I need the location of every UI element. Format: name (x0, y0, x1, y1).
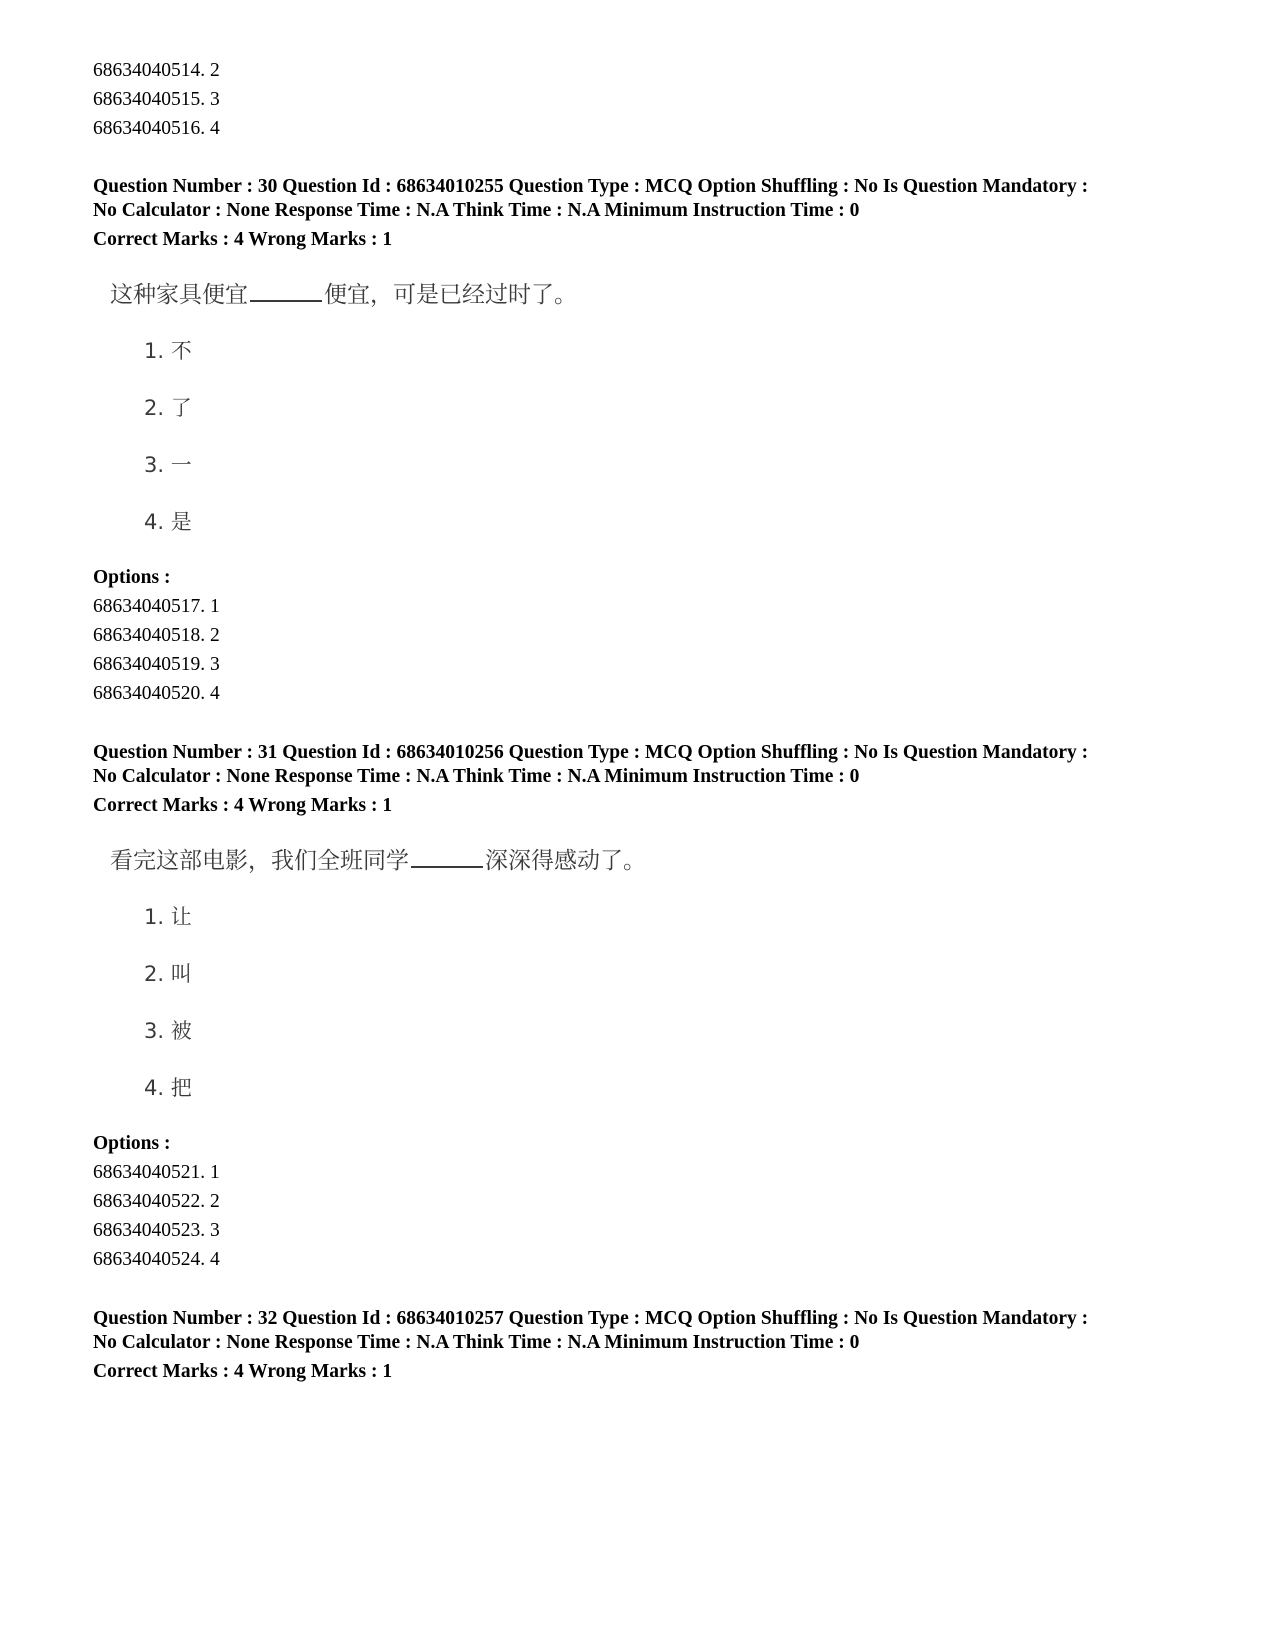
choice-item: 3. 一 (144, 453, 192, 477)
option-line: 68634040515. 3 (93, 89, 220, 110)
option-line: 68634040522. 2 (93, 1191, 220, 1212)
options-label: Options : (93, 1133, 171, 1154)
answer-blank (411, 846, 483, 868)
option-line: 68634040520. 4 (93, 683, 220, 704)
question-image (110, 846, 646, 1100)
option-line: 68634040521. 1 (93, 1162, 220, 1183)
option-line: 68634040517. 1 (93, 596, 220, 617)
choice-item: 2. 叫 (144, 962, 192, 986)
choice-item: 2. 了 (144, 396, 192, 420)
answer-blank (250, 280, 322, 302)
question-header: No Calculator : None Response Time : N.A Think Time : N.A Minimum Instruction Time : 0 (93, 200, 860, 221)
option-line: 68634040518. 2 (93, 625, 220, 646)
question-stem: 这种家具便宜 便宜，可是已经过时了。 (110, 282, 577, 308)
question-header: Question Number : 32 Question Id : 68634010257 Question Type : MCQ Option Shuffling : No Is Question Mandatory : (93, 1308, 1089, 1329)
question-header: Question Number : 31 Question Id : 68634010256 Question Type : MCQ Option Shuffling : No Is Question Mandatory : (93, 742, 1089, 763)
question-image (110, 280, 577, 534)
question-header: No Calculator : None Response Time : N.A Think Time : N.A Minimum Instruction Time : 0 (93, 766, 860, 787)
option-line: 68634040514. 2 (93, 60, 220, 81)
options-label: Options : (93, 567, 171, 588)
option-line: 68634040523. 3 (93, 1220, 220, 1241)
choice-item: 3. 被 (144, 1019, 192, 1043)
option-line: 68634040519. 3 (93, 654, 220, 675)
option-line: 68634040516. 4 (93, 118, 220, 139)
question-header: No Calculator : None Response Time : N.A Think Time : N.A Minimum Instruction Time : 0 (93, 1332, 860, 1353)
question-marks: Correct Marks : 4 Wrong Marks : 1 (93, 229, 393, 250)
choice-item: 4. 把 (144, 1076, 192, 1100)
choice-item: 1. 不 (144, 339, 192, 363)
question-header: Question Number : 30 Question Id : 68634010255 Question Type : MCQ Option Shuffling : No Is Question Mandatory : (93, 176, 1089, 197)
choice-item: 4. 是 (144, 510, 192, 534)
choice-item: 1. 让 (144, 905, 192, 929)
question-marks: Correct Marks : 4 Wrong Marks : 1 (93, 1361, 393, 1382)
question-stem: 看完这部电影，我们全班同学 深深得感动了。 (110, 848, 646, 874)
question-marks: Correct Marks : 4 Wrong Marks : 1 (93, 795, 393, 816)
option-line: 68634040524. 4 (93, 1249, 220, 1270)
